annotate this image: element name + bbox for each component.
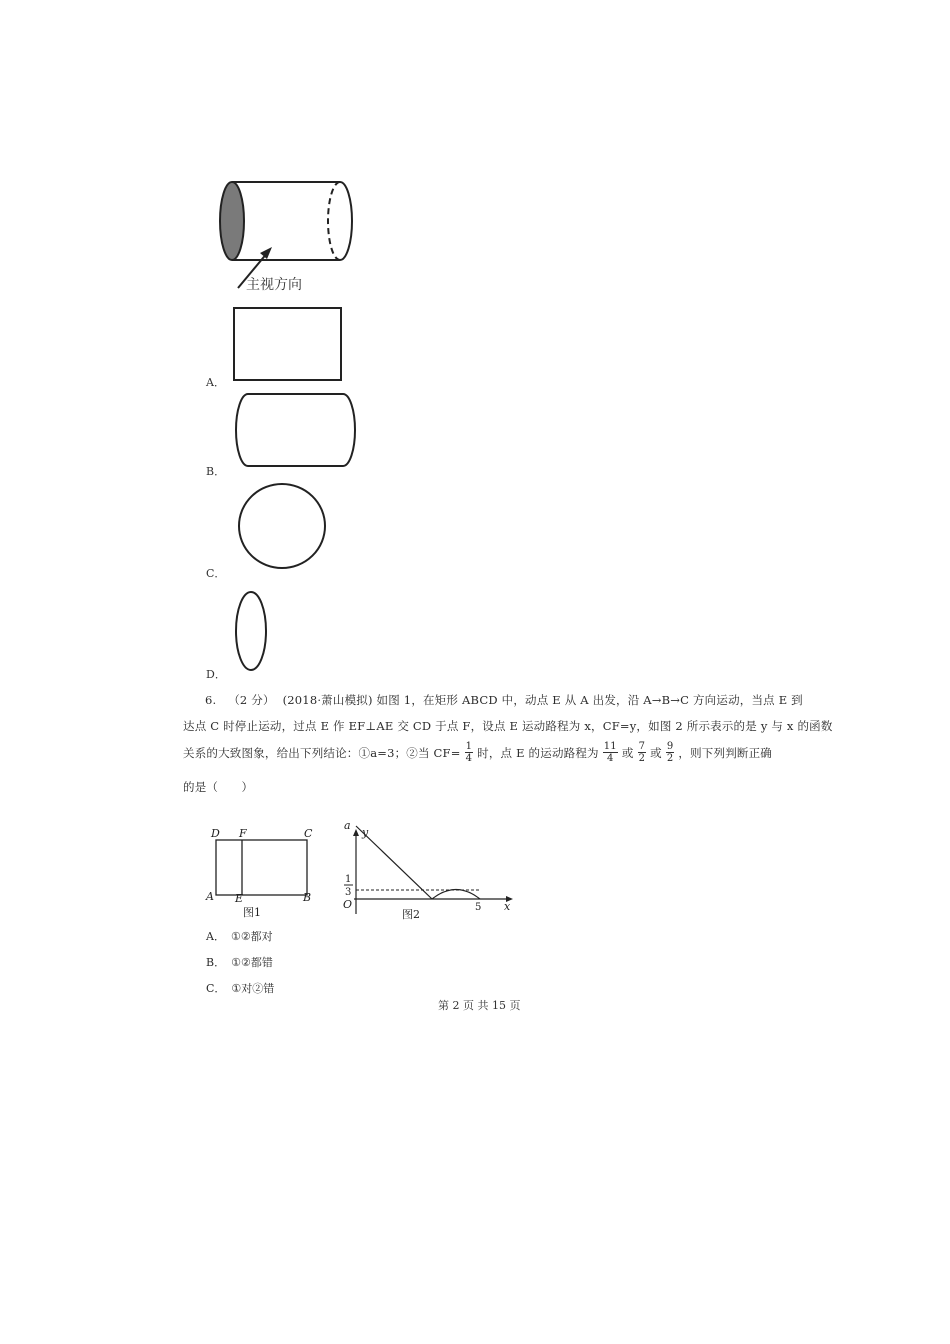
point-label-f: F <box>239 827 247 840</box>
axis-label-y: y <box>362 826 369 839</box>
point-label-d: D <box>211 827 220 840</box>
choice-c <box>206 980 274 996</box>
question-6-line-1 <box>205 692 803 708</box>
choice-b <box>206 954 273 970</box>
question-6-line-3: 关系的大致图象，给出下列结论：①a=3；②当 CF= $\frac{1}{4}$ 时，点 E 的运动路程为 $\frac{11}{4}$ 或 $\frac{7}{2}$ 或 $\frac{9}{2}$ ，则下列判断正确 <box>183 741 773 764</box>
figure-1-caption: 图1 <box>243 906 261 919</box>
graph-curve <box>432 890 480 900</box>
option-d-ellipse <box>233 590 269 674</box>
option-b-label: B． <box>206 465 226 478</box>
choice-b-text: ①②都错 <box>231 956 273 969</box>
point-label-a: A <box>206 890 214 903</box>
question-text-line-1: 如图 1，在矩形 ABCD 中，动点 E 从 A 出发，沿 A→B→C 方向运动，当点 E 到 <box>376 693 803 707</box>
point-label-b: B <box>303 891 312 904</box>
option-c-circle <box>236 482 330 572</box>
option-d-label: D． <box>206 668 226 681</box>
figure-2-caption: 图2 <box>402 908 420 921</box>
fraction-eleven-fourths: $\frac{11}{4}$ <box>603 741 617 764</box>
choice-b-label: B． <box>206 956 226 969</box>
choice-a-text: ①②都对 <box>230 930 273 943</box>
option-a-rectangle <box>232 306 344 383</box>
figure-2 <box>338 822 523 922</box>
view-direction-label: 主视方向 <box>246 277 302 293</box>
point-label-c: C <box>304 827 313 840</box>
option-a-label: A． <box>206 376 225 389</box>
choice-a-label: A． <box>206 930 225 943</box>
question-6-line-4: 的是（ ） <box>183 780 254 794</box>
question-6-line-2: 达点 C 时停止运动，过点 E 作 EF⊥AE 交 CD 于点 F，设点 E 运动路程为 x，CF=y，如图 2 所示表示的是 y 与 x 的函数 <box>183 719 833 733</box>
fraction-seven-halves: $\frac{7}{2}$ <box>638 741 646 764</box>
tick-label-three: 3 <box>345 887 352 898</box>
choice-a <box>206 928 273 944</box>
cylinder-front-face <box>220 182 244 260</box>
option-c-label: C． <box>206 567 226 580</box>
tick-label-one: 1 <box>345 874 352 885</box>
figure-1 <box>200 822 330 922</box>
choice-c-label: C． <box>206 982 226 995</box>
question-source: (2018·萧山模拟) <box>282 693 373 707</box>
origin-label: O <box>343 898 353 911</box>
point-label-e: E <box>235 892 244 905</box>
option-b-rounded-rectangle <box>234 392 358 470</box>
question-score: （2 分） <box>228 693 275 707</box>
tick-label-a: a <box>344 822 351 832</box>
choice-c-text: ①对②错 <box>231 982 275 995</box>
page-footer: 第 2 页 共 15 页 <box>438 999 521 1012</box>
axis-label-x: x <box>504 900 511 913</box>
tick-label-five: 5 <box>475 902 482 913</box>
question-number: 6. <box>205 693 217 707</box>
rectangle-abcd <box>216 840 307 895</box>
fraction-nine-halves: $\frac{9}{2}$ <box>666 741 674 764</box>
fraction-cf: $\frac{1}{4}$ <box>465 741 473 764</box>
